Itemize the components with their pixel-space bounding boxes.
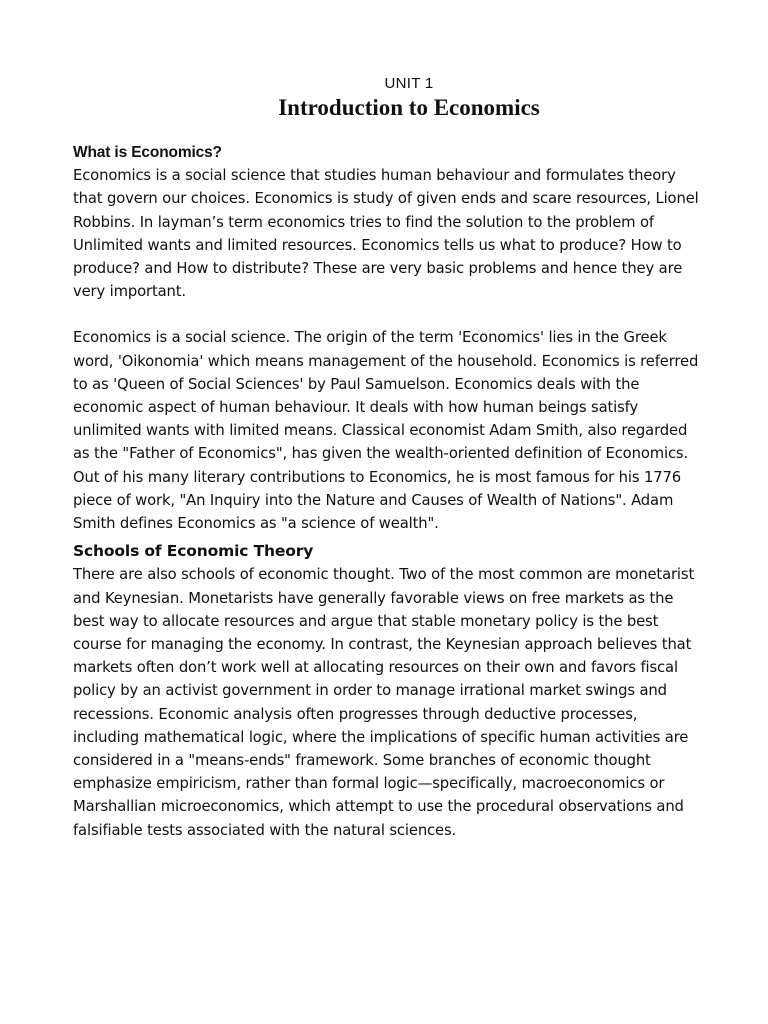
section-heading-what-is-economics: What is Economics? (73, 144, 222, 161)
paragraph-spacer (73, 303, 705, 326)
page-title: Introduction to Economics (278, 95, 540, 120)
unit-label: UNIT 1 (384, 75, 434, 92)
paragraph-definition: Economics is a social science that studies human behaviour and formulates theory that govern our choices. Economics is study of given ends and scare resources, Lionel Robbins. In layman’s term economics tries to find the solution to the problem of Unlimited wants and limited resources. Economics tells us what to produce? How to produce? and How to distribute? These are very basic problems and hence they are very important. (73, 167, 699, 301)
paragraph-origin: Economics is a social science. The origin of the term 'Economics' lies in the Greek word, 'Oikonomia' which means management of the household. Economics is referred to as 'Queen of Social Sciences' by Paul Samuelson. Economics deals with the economic aspect of human behaviour. It deals with how human beings satisfy unlimited wants with limited means. Classical economist Adam Smith, also regarded as the "Father of Economics", has given the wealth-oriented definition of Economics. Out of his many literary contributions to Economics, he is most famous for his 1776 piece of work, "An Inquiry into the Nature and Causes of Wealth of Nations". Adam Smith defines Economics as "a science of wealth". (73, 329, 699, 533)
section-heading-schools: Schools of Economic Theory (73, 542, 314, 561)
document-body (73, 141, 705, 842)
paragraph-schools: There are also schools of economic thought. Two of the most common are monetarist and Keynesian. Monetarists have generally favorable views on free markets as the best way to allocate resources and argue that stable monetary policy is the best course for managing the economy. In contrast, the Keynesian approach believes that markets often don’t work well at allocating resources on their own and favors fiscal policy by an activist government in order to manage irrational market swings and recessions. Economic analysis often progresses through deductive processes, including mathematical logic, where the implications of specific human activities are considered in a "means-ends" framework. Some branches of economic thought emphasize empiricism, rather than formal logic—specifically, macroeconomics or Marshallian microeconomics, which attempt to use the procedural observations and falsifiable tests associated with the natural sciences. (73, 566, 695, 839)
